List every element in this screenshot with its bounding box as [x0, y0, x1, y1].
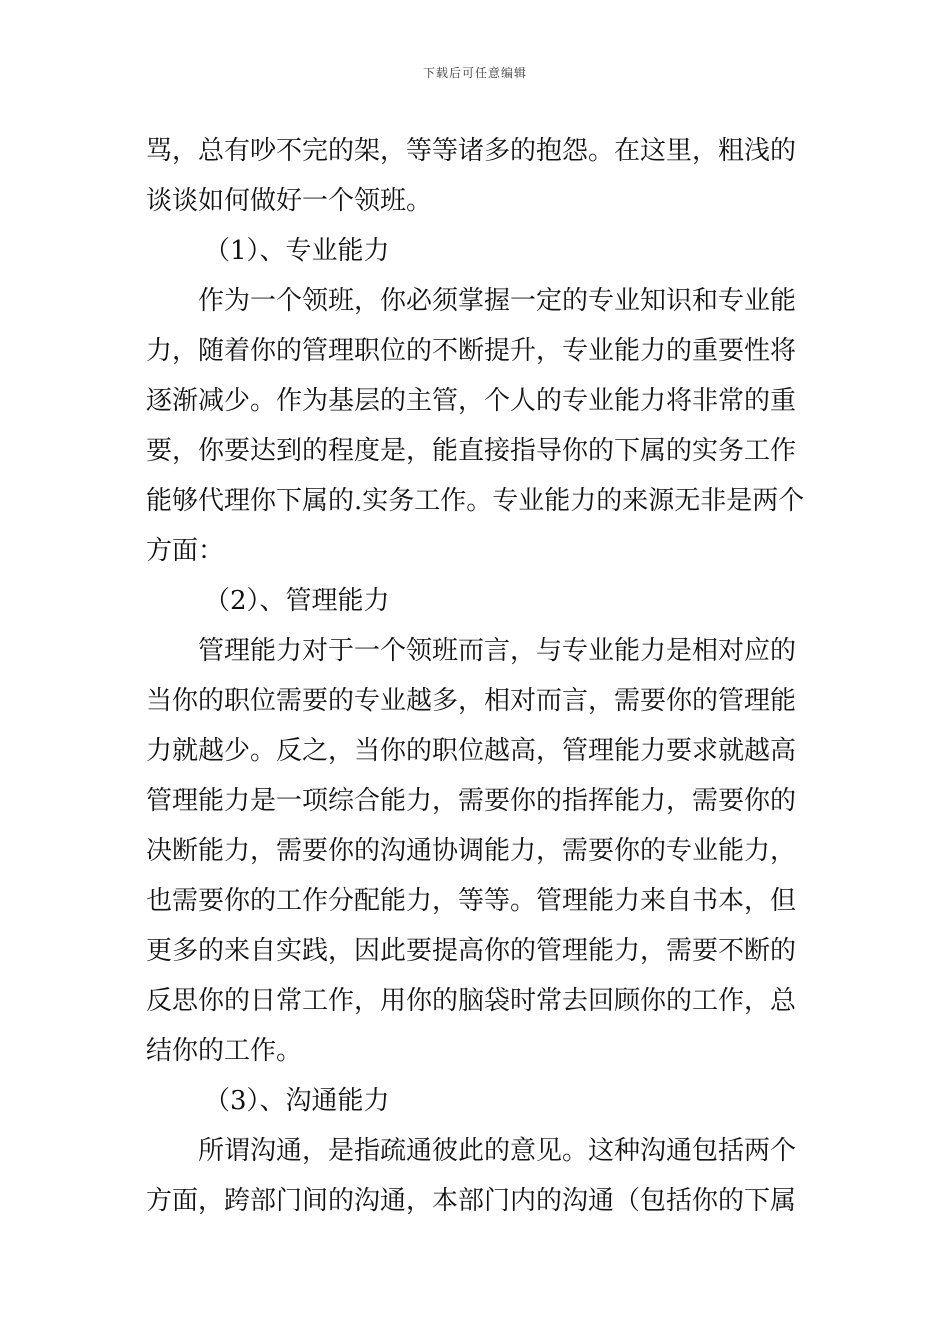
section-heading-professional-ability: （1）、专业能力: [204, 236, 390, 266]
paragraph-start: 所谓沟通，是指疏通彼此的意见。这种沟通包括两个: [198, 1136, 797, 1166]
text-line: 要，你要达到的程度是，能直接指导你的下属的实务工作: [146, 436, 797, 466]
section-heading-management-ability: （2）、管理能力: [204, 586, 390, 616]
section-heading-communication-ability: （3）、沟通能力: [204, 1086, 390, 1116]
text-line: 逐渐减少。作为基层的主管，个人的专业能力将非常的重: [146, 386, 797, 416]
paragraph-start: 管理能力对于一个领班而言，与专业能力是相对应的: [198, 636, 797, 666]
text-line: 力就越少。反之，当你的职位越高，管理能力要求就越高: [146, 736, 797, 766]
text-line: 谈谈如何做好一个领班。: [146, 186, 433, 216]
text-line: 反思你的日常工作，用你的脑袋时常去回顾你的工作，总: [146, 986, 797, 1016]
text-line: 结你的工作。: [146, 1036, 303, 1066]
paragraph-start: 作为一个领班，你必须掌握一定的专业知识和专业能: [198, 286, 797, 316]
text-line: 力，随着你的管理职位的不断提升，专业能力的重要性将: [146, 336, 797, 366]
text-line: 更多的来自实践，因此要提高你的管理能力，需要不断的: [146, 936, 797, 966]
document-body: [146, 126, 806, 1226]
text-line: 能够代理你下属的.实务工作。专业能力的来源无非是两个: [146, 486, 805, 516]
text-line: 也需要你的工作分配能力，等等。管理能力来自书本，但: [146, 886, 797, 916]
text-line: 方面，跨部门间的沟通，本部门内的沟通（包括你的下属: [146, 1186, 797, 1216]
page-header-note: 下载后可任意编辑: [422, 66, 527, 80]
text-line: 方面：: [146, 536, 225, 566]
text-line: 骂，总有吵不完的架，等等诸多的抱怨。在这里，粗浅的: [146, 136, 797, 166]
text-line: 当你的职位需要的专业越多，相对而言，需要你的管理能: [146, 686, 797, 716]
text-line: 决断能力，需要你的沟通协调能力，需要你的专业能力，: [146, 836, 797, 866]
text-line: 管理能力是一项综合能力，需要你的指挥能力，需要你的: [146, 786, 797, 816]
